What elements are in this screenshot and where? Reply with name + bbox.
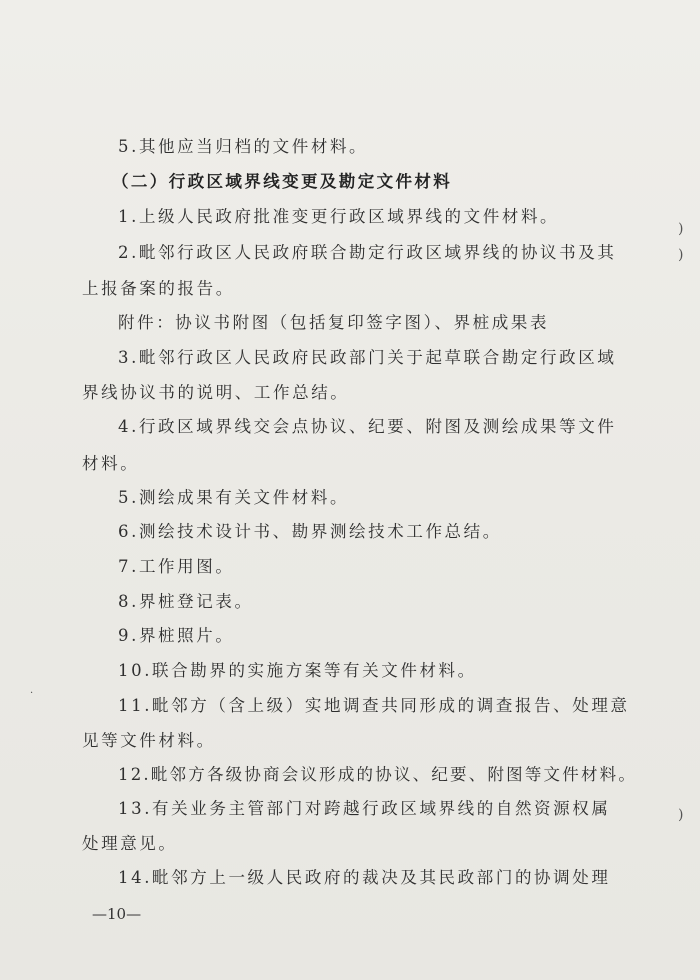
text-line-20: 13.有关业务主管部门对跨越行政区域界线的自然资源权属 xyxy=(118,799,611,818)
scan-speck: ) xyxy=(678,807,684,823)
text-line-3: 1.上级人民政府批准变更行政区域界线的文件材料。 xyxy=(118,207,560,226)
scan-speck: · xyxy=(30,688,34,699)
scan-speck: ) xyxy=(678,247,684,263)
text-line-9: 4.行政区域界线交会点协议、纪要、附图及测绘成果等文件 xyxy=(118,417,617,436)
text-line-17: 11.毗邻方（含上级）实地调查共同形成的调查报告、处理意 xyxy=(118,696,630,715)
text-line-10: 材料。 xyxy=(82,454,140,473)
scan-speck: ) xyxy=(678,221,684,237)
page-number: —10— xyxy=(92,905,142,923)
text-line-22: 14.毗邻方上一级人民政府的裁决及其民政部门的协调处理 xyxy=(118,868,611,887)
text-line-21: 处理意见。 xyxy=(82,834,178,853)
text-line-13: 7.工作用图。 xyxy=(118,557,235,576)
text-line-18: 见等文件材料。 xyxy=(82,731,216,750)
text-line-8: 界线协议书的说明、工作总结。 xyxy=(82,383,350,402)
text-line-15: 9.界桩照片。 xyxy=(118,626,235,645)
text-line-1: 5.其他应当归档的文件材料。 xyxy=(118,137,369,156)
text-line-16: 10.联合勘界的实施方案等有关文件材料。 xyxy=(118,661,477,680)
text-line-4: 2.毗邻行政区人民政府联合勘定行政区域界线的协议书及其 xyxy=(118,243,617,262)
text-line-7: 3.毗邻行政区人民政府民政部门关于起草联合勘定行政区域 xyxy=(118,348,617,367)
text-line-11: 5.测绘成果有关文件材料。 xyxy=(118,488,350,507)
text-line-19: 12.毗邻方各级协商会议形成的协议、纪要、附图等文件材料。 xyxy=(118,765,638,784)
text-line-6: 附件：协议书附图（包括复印签字图）、界桩成果表 xyxy=(118,313,550,332)
text-line-14: 8.界桩登记表。 xyxy=(118,592,254,611)
section-heading: （二）行政区域界线变更及勘定文件材料 xyxy=(112,172,453,191)
text-line-12: 6.测绘技术设计书、勘界测绘技术工作总结。 xyxy=(118,522,502,541)
text-line-5: 上报备案的报告。 xyxy=(82,279,235,298)
